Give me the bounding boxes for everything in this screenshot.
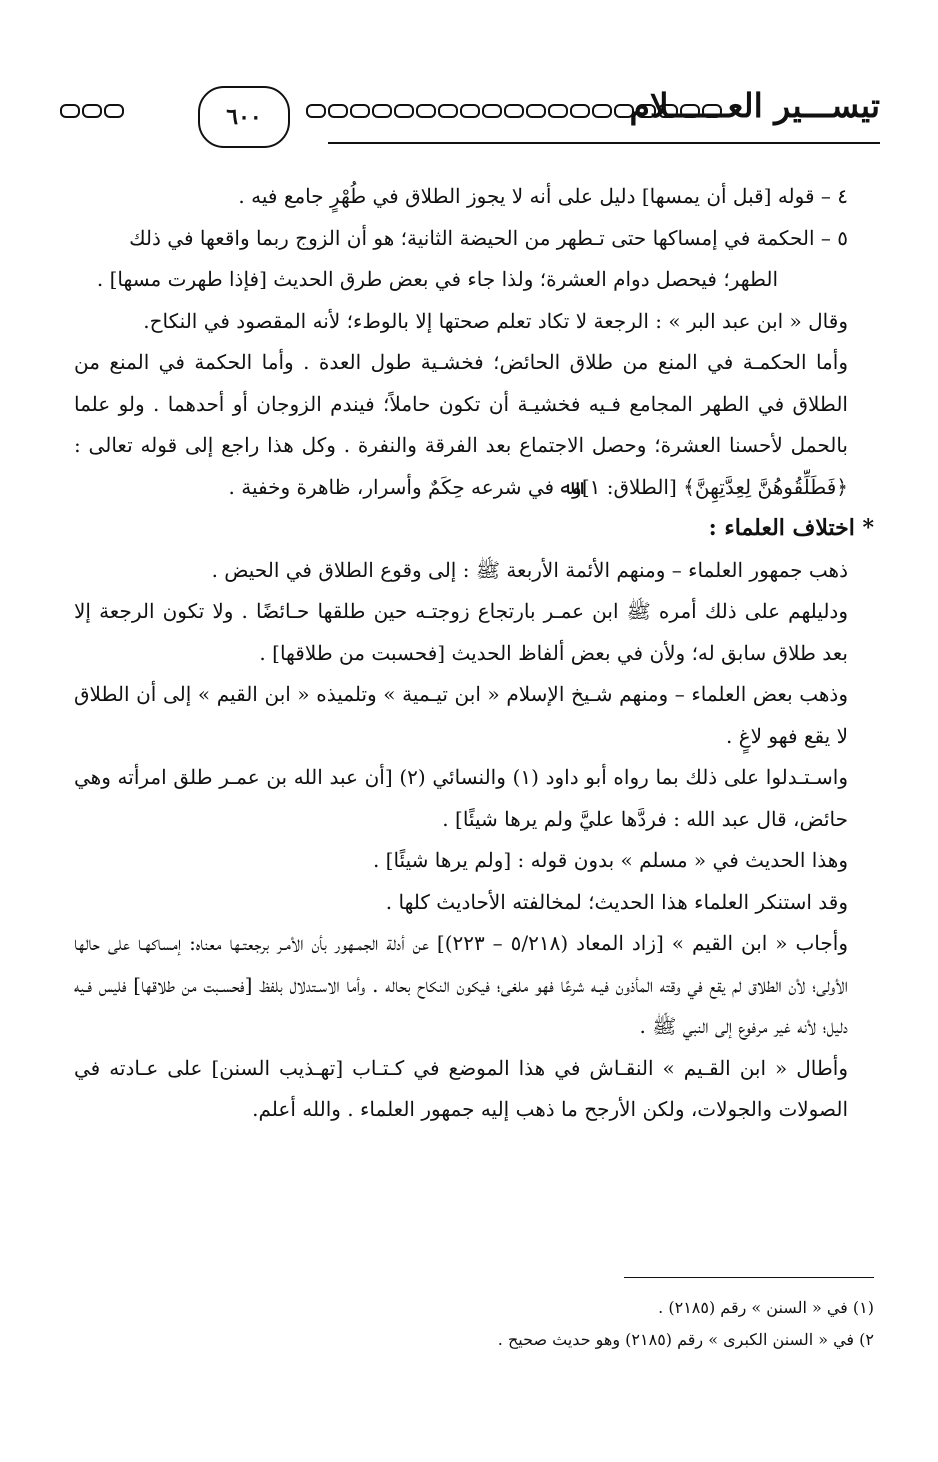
point-4: ٤ – قوله [قبل أن يمسها] دليل على أنه لا يجوز الطلاق في طُهْرٍ جامع فيه . [238, 184, 848, 208]
paragraph-argument: واسـتـدلوا على ذلك بما رواه أبو داود (١) والنسائي (٢) [أن عبد الله بن عمـر طلق امرأته وهي حائض، قال عبد الله : فردَّها عليَّ ولم يرها شيئًا] . [74, 765, 848, 831]
ornament-chain-small [60, 104, 124, 120]
footnote-1: (١) في « السنن » رقم (٢١٨٥) . [658, 1298, 874, 1317]
paragraph-rejection: وقد استنكر العلماء هذا الحديث؛ لمخالفته الأحاديث كلها . [385, 889, 848, 914]
page-number: ٦٠٠ [226, 104, 262, 130]
paragraph-ibn-qayyim-answer: وأجاب « ابن القيم » [زاد المعاد (٥/٢١٨ – ٢٢٣)] عن أدلة الجمـهور بأن الأمـر برجعتـها معناه: إمساكهـا على حالها الأولى؛ لأن الطلاق لم يقع في وقته المأذون فيـه شرعًا فهو ملغى؛ فيكون النكاح بحاله . وأما الاسـتدلال بلفظ [فحسـبت من طلاقها] فليس فـيه دليل؛ لأنه غير مرفوع إلى النبي ﷺ . [74, 931, 848, 1038]
paragraph-some-scholars: وذهب بعض العلماء – ومنهم شـيخ الإسلام « ابن تيـمية » وتلميذه « ابن القيم » إلى أن الطلاق لا يقع فهو لاغٍ . [74, 682, 848, 748]
header-rule [328, 142, 880, 144]
point-5-line-2: الطهر؛ فيحصل دوام العشرة؛ ولذا جاء في بعض طرق الحديث [فإذا طهرت مسها] . [96, 267, 778, 291]
paragraph-muslim: وهذا الحديث في « مسلم » بدون قوله : [ولم يرها شيئًا] . [372, 848, 848, 872]
running-title: تيســـير العــــــلام [629, 86, 880, 125]
footnotes [374, 1292, 874, 1356]
footnote-2: ٢) في « السنن الكبرى » رقم (٢١٨٥) وهو حديث صحيح . [497, 1330, 874, 1349]
page-header [60, 86, 880, 150]
footnote-rule [624, 1277, 874, 1278]
point-5-line-1: ٥ – الحكمة في إمساكها حتى تـطهر من الحيضة الثانية؛ هو أن الزوج ربما واقعها في ذلك [129, 225, 848, 250]
paragraph-ibn-abd-albar: وقال « ابن عبد البر » : الرجعة لا تكاد تعلم صحتها إلا بالوطء؛ لأنه المقصود في النكاح. [143, 308, 848, 333]
paragraph-wisdom: وأما الحكمـة في المنع من طلاق الحائض؛ فخشـية طول العدة . وأما الحكمة في المنع من الطلاق في الطهر المجامع فـيه فخشيـة أن تكون حاملاً؛ فيندم الزوجان أو أحدهما . ولو علما بالحمل لأحسنا العشرة؛ وحصل الاجتماع بعد الفرقة والنفرة . وكل هذا راجع إلى قوله تعالى : ﴿فَطَلِّقُوهُنَّ لِعِدَّتِهِنَّ﴾ [الطلاق: ١]وﷲ في شرعه حِكَمٌ وأسرار، ظاهرة وخفية . [74, 350, 848, 499]
main-text [74, 176, 874, 1131]
page-number-frame [198, 86, 290, 148]
paragraph-majority: ذهب جمهور العلماء – ومنهم الأئمة الأربعة ﷺ : إلى وقوع الطلاق في الحيض . [211, 557, 848, 582]
paragraph-conclusion: وأطال « ابن القـيم » النقـاش في هذا الموضع في كـتـاب [تهـذيب السنن] على عـادته في الصولات والجولات، ولكن الأرجح ما ذهب إليه جمهور العلماء . والله أعلم. [74, 1055, 848, 1121]
section-heading: * اختلاف العلماء : [708, 515, 874, 541]
paragraph-evidence: ودليلهم على ذلك أمره ﷺ ابن عمـر بارتجاع زوجتـه حين طلقها حـائضًا . ولا تكون الرجعة إلا بعد طلاق سابق له؛ ولأن في بعض ألفاظ الحديث [فحسبت من طلاقها] . [74, 599, 848, 665]
